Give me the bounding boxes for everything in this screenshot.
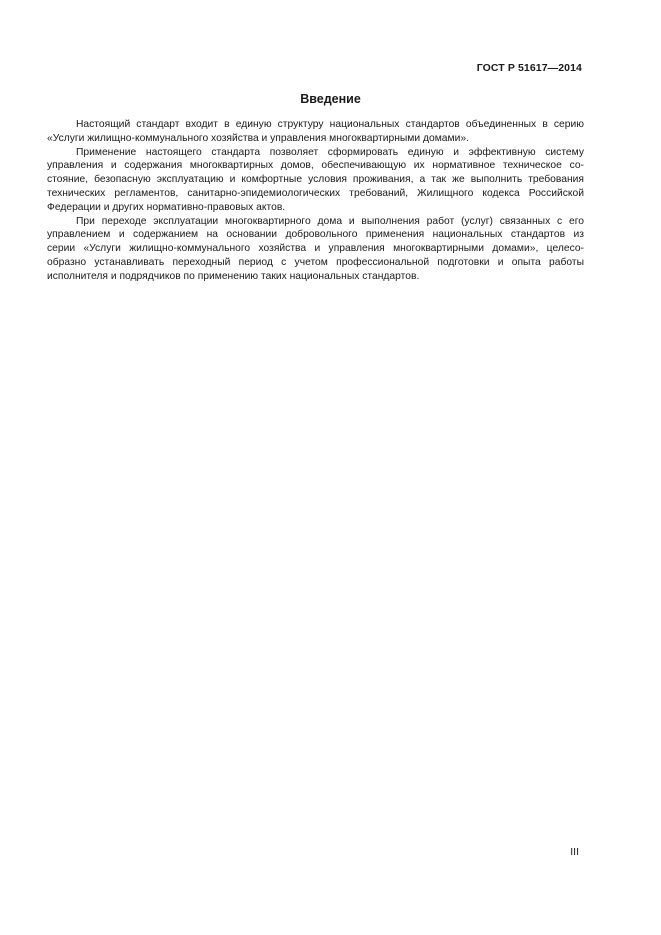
paragraph-line: исполнителя и подрядчиков по применению таких национальных стандартов.: [47, 270, 420, 282]
paragraph-3: [47, 215, 584, 284]
paragraph-line: стояние, безопасную эксплуатацию и комфортные условия проживания, а так же выполнить требования: [47, 174, 584, 186]
page-number: III: [570, 846, 579, 858]
section-title: Введение: [300, 92, 361, 106]
document-code: ГОСТ Р 51617—2014: [476, 62, 582, 74]
paragraph-line: управлением и содержанием на основании добровольного применения национальных стандартов из: [47, 229, 584, 241]
paragraph-line: При переходе эксплуатации многоквартирного дома и выполнения работ (услуг) связанных с его: [76, 215, 584, 227]
paragraph-line: Применение настоящего стандарта позволяет сформировать единую и эффективную систему: [76, 146, 584, 158]
paragraph-line: серии «Услуги жилищно-коммунального хозяйства и управления многоквартирными домами», целесо-: [47, 243, 584, 255]
paragraph-line: образно устанавливать переходный период с учетом профессиональной подготовки и опыта работы: [47, 256, 584, 268]
paragraph-line: Федерации и других нормативно-правовых актов.: [47, 201, 286, 213]
paragraph-line: Настоящий стандарт входит в единую структуру национальных стандартов объединенных в серию: [76, 119, 584, 130]
paragraph-1: [47, 118, 584, 146]
paragraph-line: управления и содержания многоквартирных домов, обеспечивающую их нормативное техническое со-: [47, 160, 584, 172]
paragraph-line: «Услуги жилищно-коммунального хозяйства и управления многоквартирными домами».: [47, 132, 469, 144]
section-body: [47, 118, 584, 284]
paragraph-2: [47, 146, 584, 215]
paragraph-line: технических регламентов, санитарно-эпидемиологических требований, Жилищного кодекса Российской: [47, 187, 584, 199]
